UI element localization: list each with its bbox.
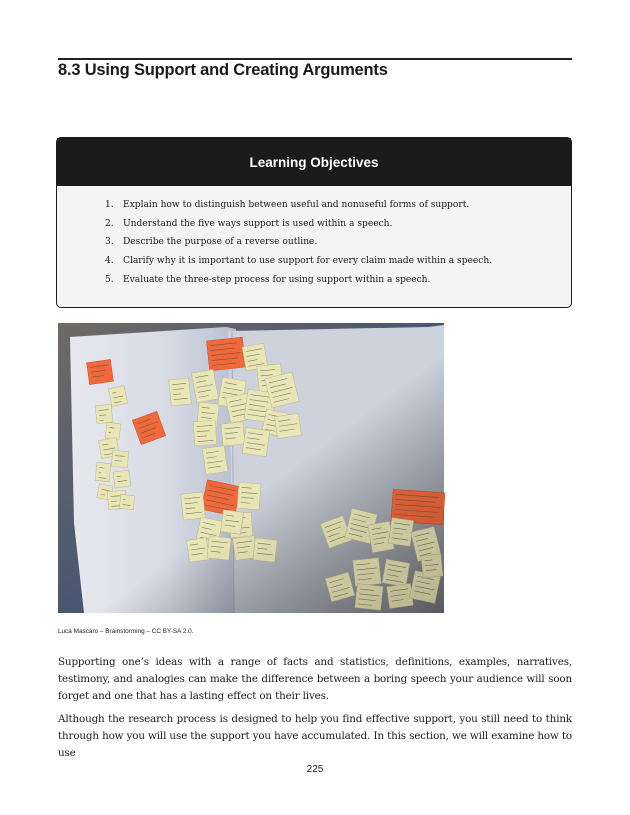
figure-caption: Luca Mascaro – Brainstorming – CC BY-SA 2.0. [58,628,194,635]
objective-text: Clarify why it is important to use support for every claim made within a speech. [123,256,493,267]
learning-objectives-box [56,137,572,308]
objective-text: Explain how to distinguish between useful and nonuseful forms of support. [123,200,470,210]
section-title: 8.3 Using Support and Creating Arguments [58,61,388,79]
sticky-notes-illustration [58,323,444,613]
objective-item: 1. Explain how to distinguish between useful and nonuseful forms of support. [105,200,492,219]
objective-item: 2. Understand the five ways support is used within a speech. [105,219,492,238]
brainstorming-photo [58,323,444,613]
objective-text: Describe the purpose of a reverse outline. [123,237,318,248]
body-paragraph: Supporting one’s ideas with a range of facts and statistics, definitions, examples, narratives, testimony, and analogies can make the difference between a boring speech your audience will soon forget and one that has a lasting effect on their lives. [58,656,572,702]
objective-text: Understand the five ways support is used within a speech. [123,218,393,229]
objective-text: Evaluate the three-step process for using support within a speech. [123,274,431,285]
learning-objectives-list [105,200,492,293]
objective-item: 5. Evaluate the three-step process for using support within a speech. [105,275,492,294]
page-number: 225 [306,764,324,775]
objective-item: 4. Clarify why it is important to use support for every claim made within a speech. [105,256,492,275]
section-top-rule [58,58,572,60]
learning-objectives-heading: Learning Objectives [57,138,571,186]
objective-item: 3. Describe the purpose of a reverse outline. [105,237,492,256]
body-paragraph: Although the research process is designed to help you find effective support, you still need to think through how you will use the support you have accumulated. In this section, we will examine how to use [58,713,572,759]
